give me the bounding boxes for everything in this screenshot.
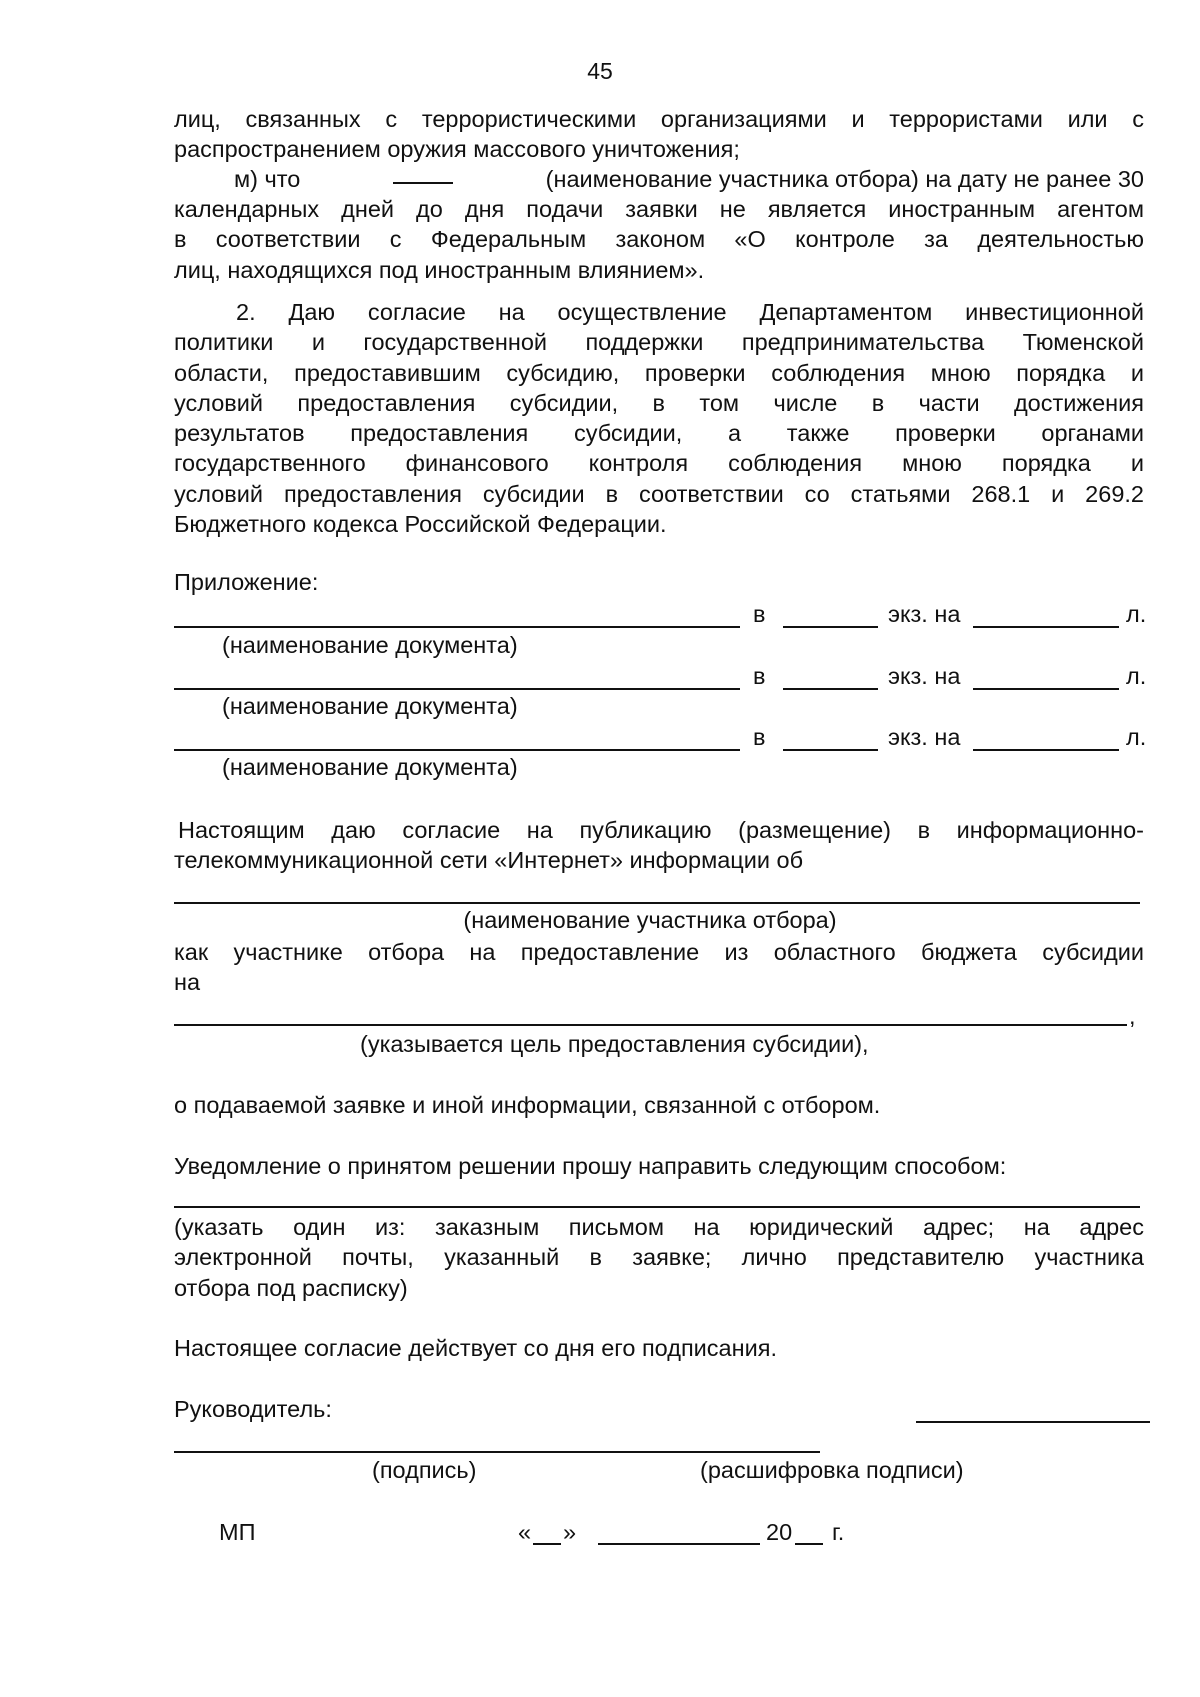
copies-label: экз. на — [888, 724, 961, 750]
head-name-field[interactable] — [916, 1421, 1150, 1423]
notification-hint — [174, 1212, 1144, 1303]
text-line: отбора под расписку) — [174, 1274, 408, 1301]
text-line: в соответствии с Федеральным законом «О контроле за деятельностью — [174, 226, 1144, 253]
year-prefix: 20 — [766, 1519, 793, 1545]
text-line: распространением оружия массового уничтожения; — [174, 136, 740, 163]
signature-caption: (подпись) — [372, 1457, 477, 1483]
notification-text: Уведомление о принятом решении прошу направить следующим способом: — [174, 1153, 1007, 1179]
document-name-field-1[interactable] — [174, 626, 740, 628]
item-m-body — [174, 194, 1144, 285]
item-m — [174, 164, 1144, 194]
text-line: электронной почты, указанный в заявке; лично представителю участника — [174, 1244, 1144, 1271]
decode-caption: (расшифровка подписи) — [700, 1457, 964, 1483]
stamp-label: МП — [219, 1519, 256, 1545]
notification-method-field[interactable] — [174, 1206, 1140, 1208]
participant-name-field[interactable] — [174, 902, 1140, 904]
day-field[interactable] — [533, 1543, 561, 1545]
text-line: условий предоставления субсидии в соответствии со статьями 268.1 и 269.2 — [174, 480, 1144, 507]
signature-field[interactable] — [174, 1451, 820, 1453]
item-m-first-line — [174, 164, 1144, 194]
text-line: (указать один из: заказным письмом на юридический адрес; на адрес — [174, 1214, 1144, 1240]
item-m-prefix: м) что — [234, 166, 301, 192]
in-word: в — [753, 601, 766, 627]
about-application-text: о подаваемой заявке и иной информации, связанной с отбором. — [174, 1092, 881, 1118]
as-participant-paragraph — [174, 937, 1144, 998]
item-m-suffix: (наименование участника отбора) на дату не ранее 30 — [545, 166, 1144, 192]
head-label: Руководитель: — [174, 1396, 332, 1422]
text-line: области, предоставившим субсидию, проверки соблюдения мною порядка и — [174, 359, 1144, 386]
month-field[interactable] — [598, 1543, 760, 1545]
validity-text: Настоящее согласие действует со дня его подписания. — [174, 1335, 777, 1361]
purpose-caption: (указывается цель предоставления субсидии), — [360, 1031, 869, 1057]
copies-field-1[interactable] — [783, 626, 878, 628]
text-line: лиц, связанных с террористическими организациями и террористами или с — [174, 106, 1144, 132]
page-number: 45 — [587, 58, 613, 84]
subsidy-purpose-field[interactable] — [174, 1024, 1127, 1026]
text-line: политики и государственной поддержки предпринимательства Тюменской — [174, 329, 1144, 356]
document-name-field-3[interactable] — [174, 749, 740, 751]
date-open-quote: « — [518, 1519, 532, 1545]
participant-caption: (наименование участника отбора) — [463, 907, 837, 933]
document-caption: (наименование документа) — [222, 693, 518, 719]
sheets-suffix: л. — [1126, 663, 1147, 689]
sheets-field-1[interactable] — [973, 626, 1119, 628]
sheets-field-2[interactable] — [973, 688, 1119, 690]
document-caption: (наименование документа) — [222, 632, 518, 658]
text-line: Бюджетного кодекса Российской Федерации. — [174, 511, 667, 538]
sheets-suffix: л. — [1126, 601, 1147, 627]
text-line: как участнике отбора на предоставление из областного бюджета субсидии — [174, 939, 1144, 965]
date-close-quote: » — [563, 1519, 577, 1545]
copies-field-3[interactable] — [783, 749, 878, 751]
item-2 — [174, 297, 1144, 539]
text-line: результатов предоставления субсидии, а также проверки органами — [174, 420, 1144, 447]
year-suffix: г. — [832, 1519, 845, 1545]
in-word: в — [753, 663, 766, 689]
participant-blank[interactable] — [393, 164, 453, 184]
attachment-heading: Приложение: — [174, 569, 319, 595]
copies-label: экз. на — [888, 601, 961, 627]
text-line: лиц, находящихся под иностранным влиянием». — [174, 256, 705, 283]
sheets-field-3[interactable] — [973, 749, 1119, 751]
text-line: условий предоставления субсидии, в том числе в части достижения — [174, 389, 1144, 416]
copies-label: экз. на — [888, 663, 961, 689]
year-field[interactable] — [795, 1543, 823, 1545]
consent-paragraph — [174, 815, 1144, 876]
comma: , — [1129, 1003, 1136, 1029]
document-caption: (наименование документа) — [222, 754, 518, 780]
document-name-field-2[interactable] — [174, 688, 740, 690]
text-line: государственного финансового контроля соблюдения мною порядка и — [174, 450, 1144, 477]
text-line: на — [174, 969, 201, 996]
text-line: 2. Даю согласие на осуществление Департаментом инвестиционной — [236, 299, 1144, 325]
text-line: телекоммуникационной сети «Интернет» информации об — [174, 847, 804, 874]
in-word: в — [753, 724, 766, 750]
copies-field-2[interactable] — [783, 688, 878, 690]
text-line: календарных дней до дня подачи заявки не является иностранным агентом — [174, 196, 1144, 222]
text-line: Настоящим даю согласие на публикацию (размещение) в информационно- — [178, 817, 1144, 843]
paragraph-top — [174, 104, 1144, 165]
sheets-suffix: л. — [1126, 724, 1147, 750]
